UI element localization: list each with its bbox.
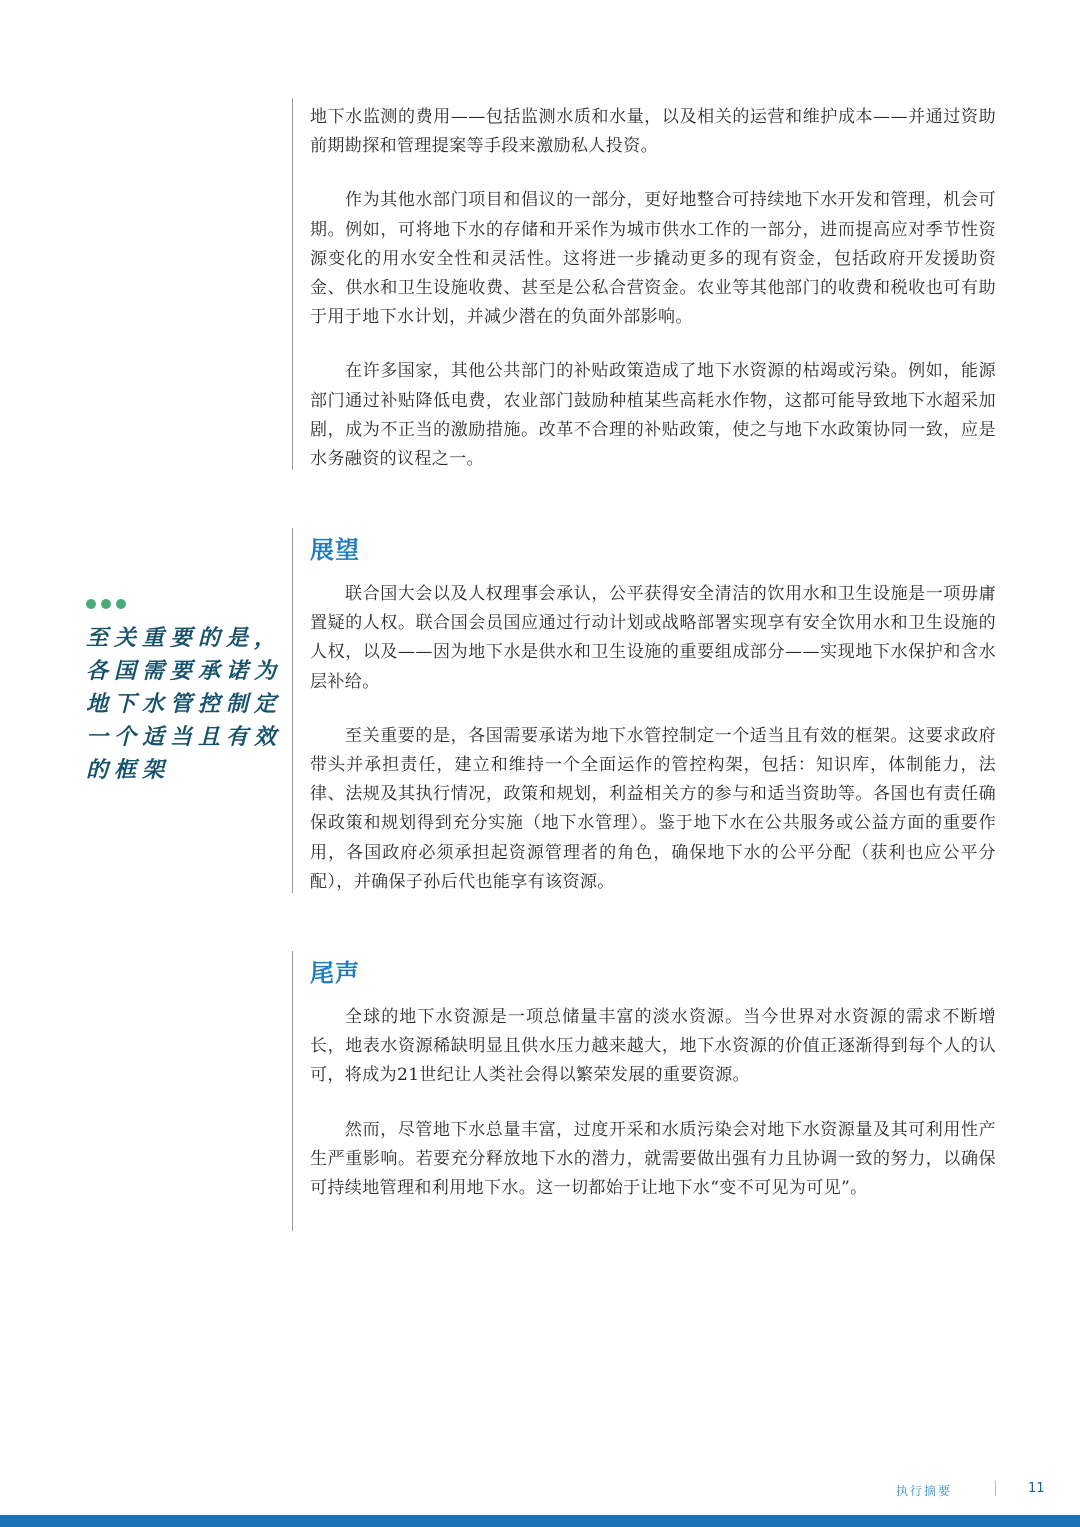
section-heading: 展望	[310, 536, 360, 564]
page-number: 11	[1028, 1481, 1045, 1496]
footer-divider	[995, 1481, 996, 1496]
paragraph: 地下水监测的费用——包括监测水质和水量，以及相关的运营和维护成本——并通过资助前期勘探和管理提案等手段来激励私人投资。	[310, 107, 996, 157]
paragraph: 全球的地下水资源是一项总储量丰富的淡水资源。当今世界对水资源的需求不断增长，地表水资源稀缺明显且供水压力越来越大，地下水资源的价值正逐渐得到每个人的认可，将成为21世纪让人类社会得以繁荣发展的重要资源。	[310, 1007, 996, 1086]
section-funding	[292, 98, 1000, 470]
dot-icon	[86, 599, 96, 609]
pull-quote: 至关重要的是，各国需要承诺为地下水管控制定一个适当且有效的框架	[86, 626, 283, 783]
dot-icon	[116, 599, 126, 609]
paragraph: 然而，尽管地下水总量丰富，过度开采和水质污染会对地下水资源量及其可利用性产生严重影响。若要充分释放地下水的潜力，就需要做出强有力且协调一致的努力，以确保可持续地管理和利用地下水。这一切都始于让地下水“变不可见为可见”。	[310, 1119, 996, 1199]
paragraph: 至关重要的是，各国需要承诺为地下水管控制定一个适当且有效的框架。这要求政府带头并承担责任，建立和维持一个全面运作的管控构架，包括：知识库，体制能力，法律、法规及其执行情况，政策和规划，利益相关方的参与和适当资助等。各国也有责任确保政策和规划得到充分实施（地下水管理）。鉴于地下水在公共服务或公益方面的重要作用，各国政府必须承担起资源管理者的角色，确保地下水的公平分配（获利也应公平分配），并确保子孙后代也能享有该资源。	[310, 725, 996, 892]
dot-icon	[101, 599, 111, 609]
footer-section-label: 执行摘要	[896, 1484, 953, 1498]
section-heading: 尾声	[310, 959, 360, 987]
section-outlook	[292, 528, 1000, 893]
paragraph: 在许多国家，其他公共部门的补贴政策造成了地下水资源的枯竭或污染。例如，能源部门通过补贴降低电费，农业部门鼓励种植某些高耗水作物，这都可能导致地下水超采加剧，成为不正当的激励措施。改革不合理的补贴政策，使之与地下水政策协同一致，应是水务融资的议程之一。	[310, 361, 996, 470]
paragraph: 联合国大会以及人权理事会承认，公平获得安全清洁的饮用水和卫生设施是一项毋庸置疑的人权。联合国会员国应通过行动计划或战略部署实现享有安全饮用水和卫生设施的人权，以及——因为地下水是供水和卫生设施的重要组成部分——实现地下水保护和含水层补给。	[310, 584, 996, 692]
pullquote-dots	[86, 599, 126, 609]
paragraph: 作为其他水部门项目和倡议的一部分，更好地整合可持续地下水开发和管理，机会可期。例如，可将地下水的存储和开采作为城市供水工作的一部分，进而提高应对季节性资源变化的用水安全性和灵活性。这将进一步撬动更多的现有资金，包括政府开发援助资金、供水和卫生设施收费、甚至是公私合营资金。农业等其他部门的收费和税收也可有助于用于地下水计划，并减少潜在的负面外部影响。	[310, 190, 996, 328]
section-epilogue	[292, 951, 1000, 1231]
bottom-bar	[0, 1515, 1080, 1527]
